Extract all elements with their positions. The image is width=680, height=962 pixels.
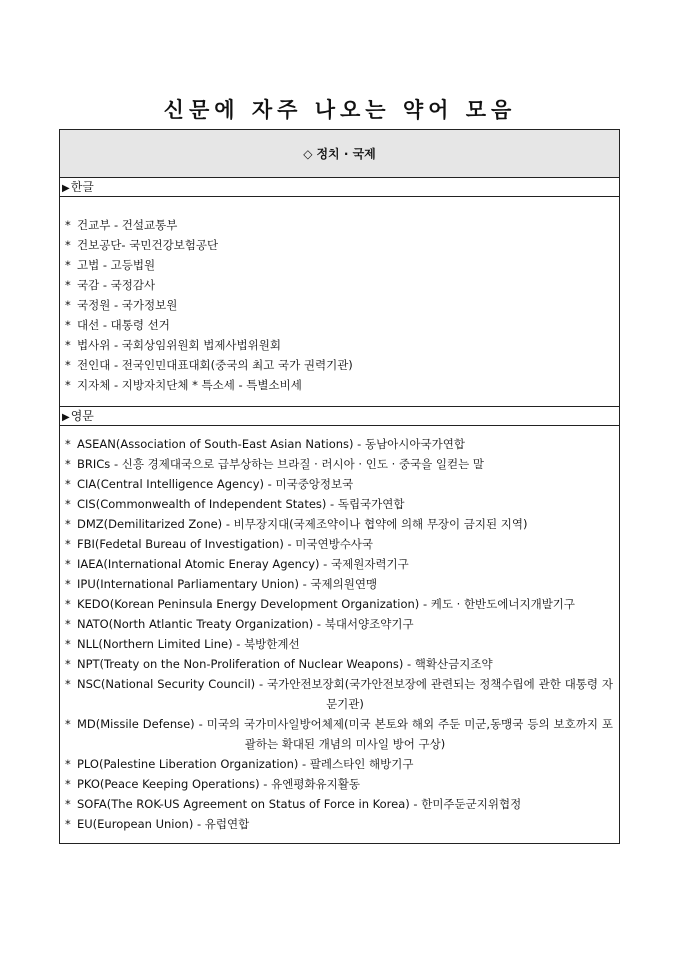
korean-subheader-label: 한글 xyxy=(70,180,94,194)
bullet: * xyxy=(65,258,71,272)
bullet: * xyxy=(65,797,71,811)
list-item: * PKO(Peace Keeping Operations) - 유엔평화유지활동 xyxy=(65,774,613,794)
section-header xyxy=(60,130,619,178)
bullet: * xyxy=(65,577,71,591)
bullet: * xyxy=(65,657,71,671)
list-item: * NATO(North Atlantic Treaty Organization) - 북대서양조약기구 xyxy=(65,614,613,634)
list-item: * 국정원 - 국가정보원 xyxy=(65,295,613,315)
list-item: * NPT(Treaty on the Non-Proliferation of Nuclear Weapons) - 핵확산금지조약 xyxy=(65,654,613,674)
bullet: * xyxy=(65,717,71,731)
bullet: * xyxy=(65,457,71,471)
bullet: * xyxy=(65,318,71,332)
list-item: * ASEAN(Association of South-East Asian Nations) - 동남아시아국가연합 xyxy=(65,434,613,454)
bullet: * xyxy=(65,677,71,691)
korean-subheader xyxy=(60,178,619,197)
list-item: * 법사위 - 국회상임위원회 법제사법위원회 xyxy=(65,335,613,355)
list-item: * CIS(Commonwealth of Independent States) - 독립국가연합 xyxy=(65,494,613,514)
bullet: * xyxy=(65,777,71,791)
bullet: * xyxy=(65,537,71,551)
list-item: * 건교부 - 건설교통부 xyxy=(65,215,613,235)
list-item: * 건보공단- 국민건강보험공단 xyxy=(65,235,613,255)
bullet: * xyxy=(65,218,71,232)
list-item: * 국감 - 국정감사 xyxy=(65,275,613,295)
bullet: * xyxy=(65,597,71,611)
diamond-icon: ◇ xyxy=(303,146,313,161)
bullet: * xyxy=(65,497,71,511)
list-item: * NLL(Northern Limited Line) - 북방한계선 xyxy=(65,634,613,654)
bullet: * xyxy=(65,817,71,831)
english-subheader xyxy=(60,407,619,426)
page-title: 신문에 자주 나오는 약어 모음 xyxy=(163,97,517,122)
bullet: * xyxy=(65,517,71,531)
english-subheader-label: 영문 xyxy=(70,409,94,423)
list-item: * 지자체 - 지방자치단체 * 특소세 - 특별소비세 xyxy=(65,375,613,395)
bullet: * xyxy=(65,378,71,392)
list-item: * CIA(Central Intelligence Agency) - 미국중앙정보국 xyxy=(65,474,613,494)
list-item: * 전인대 - 전국인민대표대회(중국의 최고 국가 권력기관) xyxy=(65,355,613,375)
bullet: * xyxy=(65,298,71,312)
list-item: * 고법 - 고등법원 xyxy=(65,255,613,275)
list-item: * FBI(Fedetal Bureau of Investigation) - 미국연방수사국 xyxy=(65,534,613,554)
list-item: * MD(Missile Defense) - 미국의 국가미사일방어체제(미국 본토와 해외 주둔 미군,동맹국 등의 보호까지 포괄하는 확대된 개념의 미사일 방어 구상) xyxy=(65,714,613,754)
bullet: * xyxy=(65,637,71,651)
bullet: * xyxy=(65,238,71,252)
list-item: * KEDO(Korean Peninsula Energy Development Organization) - 케도 · 한반도에너지개발기구 xyxy=(65,594,613,614)
bullet: * xyxy=(65,358,71,372)
english-abbreviation-list xyxy=(60,426,619,843)
bullet: * xyxy=(65,278,71,292)
korean-abbreviation-list xyxy=(60,197,619,407)
bullet: * xyxy=(65,477,71,491)
section-title: 정치 · 국제 xyxy=(316,147,376,161)
list-item: * IAEA(International Atomic Eneray Agency) - 국제원자력기구 xyxy=(65,554,613,574)
bullet: * xyxy=(65,557,71,571)
list-item: * SOFA(The ROK-US Agreement on Status of Force in Korea) - 한미주둔군지위협정 xyxy=(65,794,613,814)
list-item: * EU(European Union) - 유럽연합 xyxy=(65,814,613,834)
abbreviation-table xyxy=(59,129,620,844)
bullet: * xyxy=(65,757,71,771)
list-item: * 대선 - 대통령 선거 xyxy=(65,315,613,335)
list-item: * BRICs - 신흥 경제대국으로 급부상하는 브라질 · 러시아 · 인도 · 중국을 일컫는 말 xyxy=(65,454,613,474)
list-item: * NSC(National Security Council) - 국가안전보장회(국가안전보장에 관련되는 정책수립에 관한 대통령 자문기관) xyxy=(65,674,613,714)
bullet: * xyxy=(65,437,71,451)
list-item: * IPU(International Parliamentary Union) - 국제의원연맹 xyxy=(65,574,613,594)
list-item: * DMZ(Demilitarized Zone) - 비무장지대(국제조약이나 협약에 의해 무장이 금지된 지역) xyxy=(65,514,613,534)
bullet: * xyxy=(65,617,71,631)
triangle-right-icon: ▶ xyxy=(62,412,70,423)
list-item: * PLO(Palestine Liberation Organization) - 팔레스타인 해방기구 xyxy=(65,754,613,774)
bullet: * xyxy=(65,338,71,352)
triangle-right-icon: ▶ xyxy=(62,183,70,194)
